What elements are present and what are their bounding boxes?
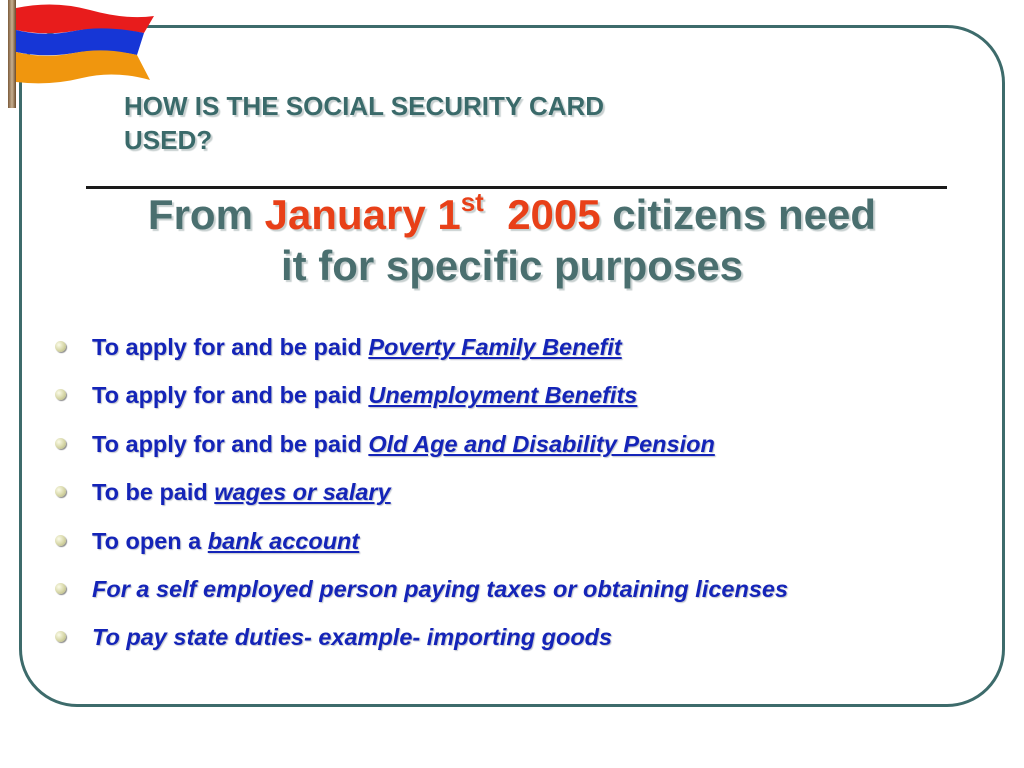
bullet-dot-icon <box>55 341 66 352</box>
bullet-dot-icon <box>55 438 66 449</box>
list-item-text: To be paid <box>92 479 215 506</box>
unemployment-benefits-link[interactable]: Unemployment Benefits <box>368 382 638 409</box>
bullet-dot-icon <box>55 631 66 642</box>
page-subtitle <box>50 189 974 291</box>
list-item <box>55 520 1010 568</box>
subtitle-date-sup: st <box>460 187 484 217</box>
old-age-disability-pension-link[interactable]: Old Age and Disability Pension <box>368 430 715 457</box>
list-item-text: To apply for and be paid <box>92 334 369 360</box>
list-item <box>55 423 1010 471</box>
heading-line1: HOW IS THE SOCIAL SECURITY CARD <box>124 91 605 121</box>
purpose-list <box>55 326 1010 665</box>
subtitle-date-month: January 1 <box>264 191 461 238</box>
list-item-text: To apply for and be paid <box>92 430 369 457</box>
bullet-dot-icon <box>55 486 66 497</box>
list-item-text: For a self employed person paying taxes or obtaining licenses <box>92 575 789 602</box>
bullet-dot-icon <box>55 389 66 400</box>
wages-or-salary-link[interactable]: wages or salary <box>214 479 391 506</box>
bullet-dot-icon <box>55 583 66 594</box>
list-item <box>55 374 1010 422</box>
list-item <box>55 326 1010 374</box>
page-heading <box>124 89 824 157</box>
subtitle-from: From <box>147 191 253 238</box>
bullet-dot-icon <box>55 535 66 546</box>
subtitle-date-year: 2005 <box>507 191 601 238</box>
bank-account-link[interactable]: bank account <box>207 527 360 554</box>
list-item <box>55 568 1010 616</box>
poverty-family-benefit-link[interactable]: Poverty Family Benefit <box>368 334 622 360</box>
list-item-text: To open a <box>92 527 208 554</box>
list-item <box>55 471 1010 519</box>
list-item-text: To pay state duties- example- importing goods <box>92 624 613 651</box>
subtitle-line2: it for specific purposes <box>280 242 744 289</box>
subtitle-date <box>264 187 601 238</box>
heading-line2: USED? <box>124 125 213 155</box>
subtitle-rest: citizens need <box>612 191 877 238</box>
list-item <box>55 616 1010 664</box>
list-item-text: To apply for and be paid <box>92 382 369 409</box>
